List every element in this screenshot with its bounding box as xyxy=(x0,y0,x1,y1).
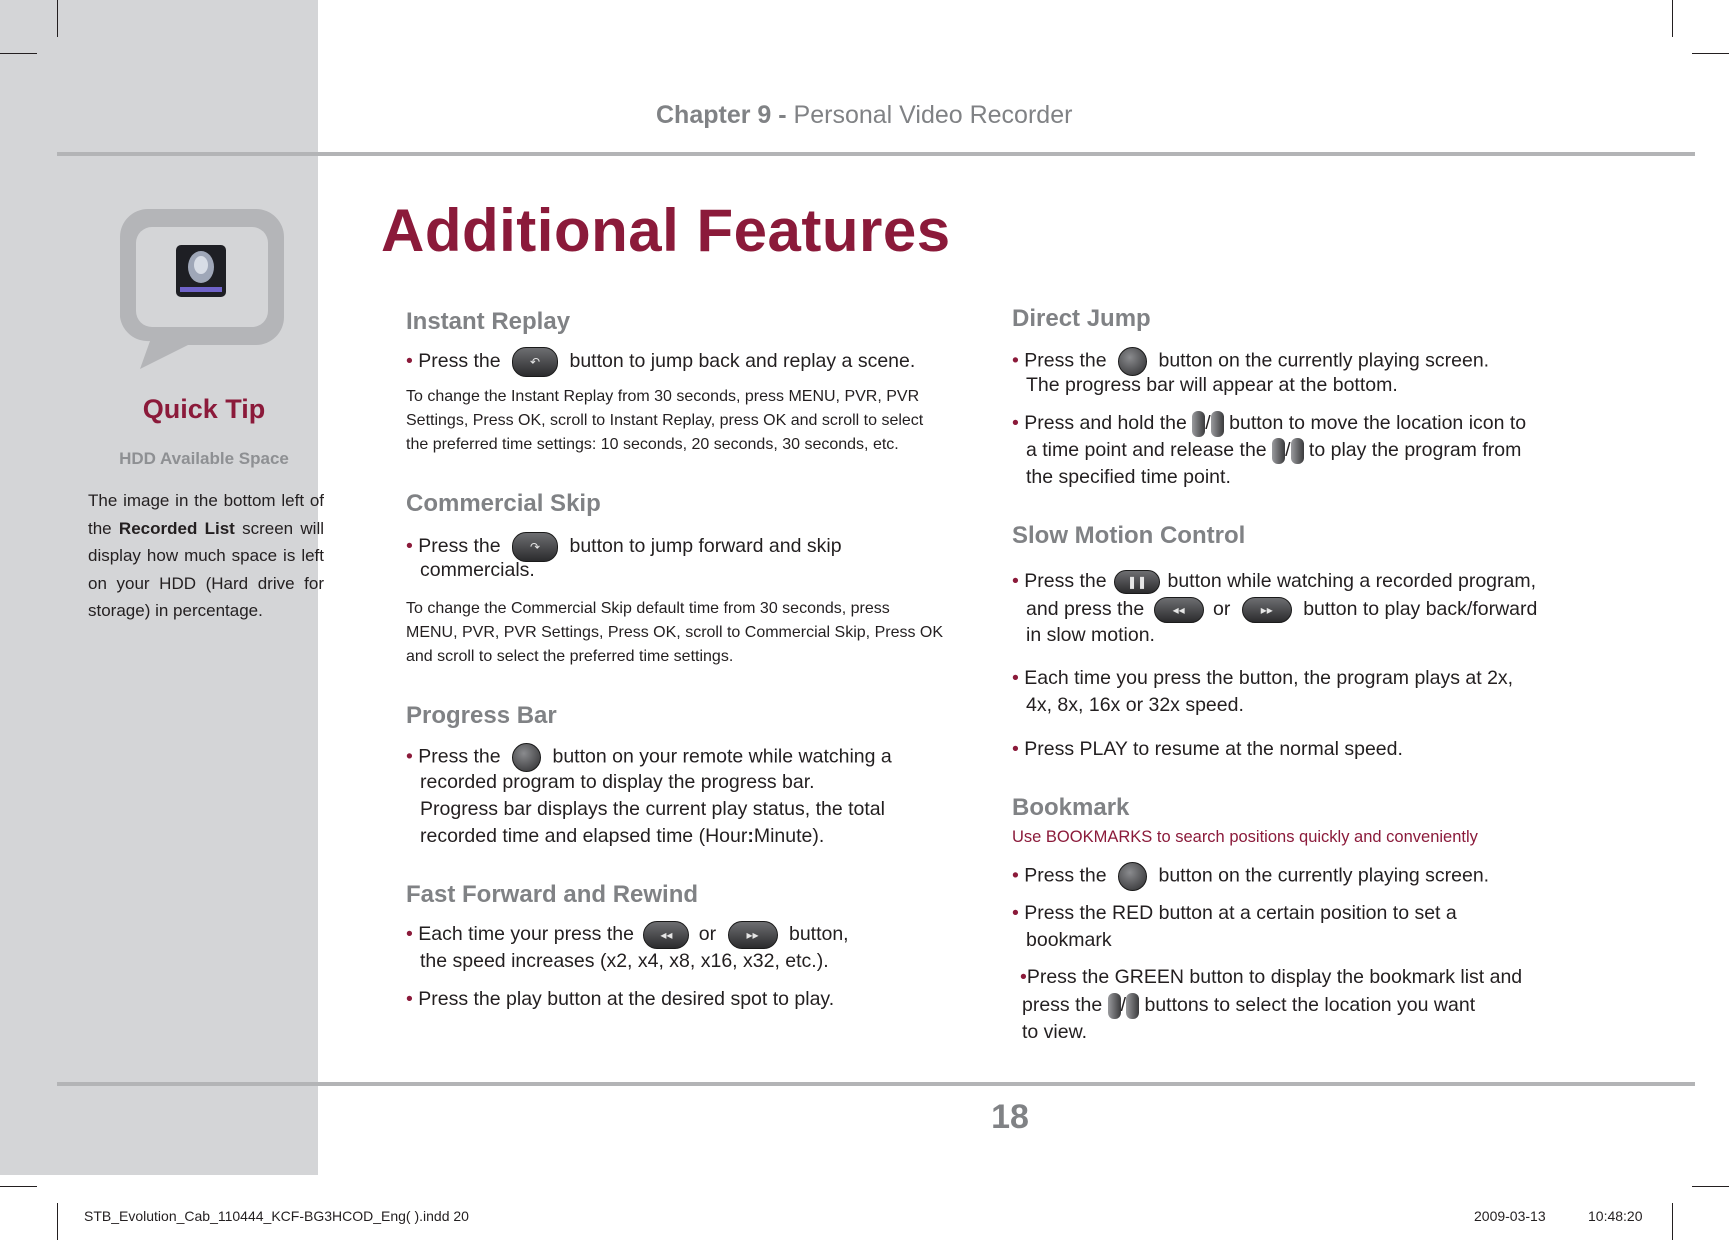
text: Press the xyxy=(418,350,501,373)
progress-bar-bullet xyxy=(406,743,892,772)
crop-mark xyxy=(1672,0,1673,37)
commercial-skip-line: commercials. xyxy=(420,559,535,581)
left-arrow-icon xyxy=(1192,411,1205,437)
text: : xyxy=(747,825,754,847)
text: Press and hold the xyxy=(1024,412,1187,435)
slow-motion-bullet xyxy=(1012,667,1513,690)
fast-forward-button-icon: ▸▸ xyxy=(1242,597,1292,623)
direct-jump-bullet xyxy=(1012,411,1526,437)
page-number: 18 xyxy=(991,1098,1029,1136)
right-arrow-icon xyxy=(1126,993,1139,1019)
quick-tip-title: Quick Tip xyxy=(142,394,266,424)
bullet: • xyxy=(1012,570,1019,593)
text: Minute). xyxy=(753,825,825,847)
text: button to jump back and replay a scene. xyxy=(569,350,916,373)
text: button to jump forward and skip xyxy=(569,535,842,558)
fast-forward-bullet xyxy=(406,921,849,949)
instant-replay-note-line: Settings, Press OK, scroll to Instant Replay, press OK and scroll to select xyxy=(406,412,924,429)
direct-jump-bullet xyxy=(1012,347,1489,376)
direct-jump-line xyxy=(1026,438,1521,464)
crop-mark xyxy=(57,0,58,37)
text: button to move the location icon to xyxy=(1229,412,1527,435)
bullet: • xyxy=(406,350,413,373)
crop-mark xyxy=(57,1203,58,1240)
text: and press the xyxy=(1026,598,1145,621)
text: a time point and release the xyxy=(1026,439,1267,462)
fast-forward-bullet xyxy=(406,988,834,1011)
bullet: • xyxy=(406,988,413,1010)
fast-forward-line: the speed increases (x2, x4, x8, x16, x32, etc.). xyxy=(420,950,829,972)
text: Press the xyxy=(1024,570,1107,593)
bookmark-line: bookmark xyxy=(1026,929,1112,951)
info-button-icon xyxy=(512,743,541,772)
text: Press the xyxy=(1024,864,1107,887)
left-arrow-icon xyxy=(1108,993,1121,1019)
bookmark-bullet xyxy=(1012,902,1457,925)
section-heading-bookmark: Bookmark xyxy=(1012,794,1130,821)
text: or xyxy=(698,923,717,946)
crop-mark xyxy=(0,1186,37,1187)
bookmark-bullet xyxy=(1012,862,1489,891)
instant-replay-bullet xyxy=(406,347,915,377)
bookmark-line: to view. xyxy=(1022,1021,1088,1043)
direct-jump-line: the specified time point. xyxy=(1026,466,1231,488)
text: / xyxy=(1205,412,1211,435)
direct-jump-line: The progress bar will appear at the bottom. xyxy=(1026,374,1398,396)
commercial-skip-note-line: MENU, PVR, PVR Settings, Press OK, scroll to Commercial Skip, Press OK xyxy=(406,624,944,641)
crop-mark xyxy=(1672,1203,1673,1240)
bookmark-bullet xyxy=(1020,966,1522,989)
slow-motion-line: in slow motion. xyxy=(1026,624,1155,646)
text: recorded time and elapsed time (Hour xyxy=(420,825,748,847)
print-slug-date: 2009-03-13 xyxy=(1474,1208,1546,1224)
crop-mark xyxy=(0,53,37,54)
bullet: • xyxy=(1020,966,1027,988)
text: Press PLAY to resume at the normal speed. xyxy=(1024,738,1403,760)
bookmark-line xyxy=(1022,993,1475,1019)
text: button while watching a recorded program, xyxy=(1167,570,1537,593)
text: button on your remote while watching a xyxy=(552,745,892,768)
fast-forward-button-icon: ▸▸ xyxy=(728,921,778,949)
page-title: Additional Features xyxy=(381,197,951,264)
right-arrow-icon xyxy=(1211,411,1224,437)
quick-tip-text: The image in the bottom left of the xyxy=(88,491,324,538)
text: Press the xyxy=(418,535,501,558)
bookmark-subheading: Use BOOKMARKS to search positions quickly and conveniently xyxy=(1012,828,1478,846)
commercial-skip-note-line: and scroll to select the preferred time settings. xyxy=(406,648,734,665)
text: Each time you press the button, the program plays at 2x, xyxy=(1024,667,1514,689)
progress-bar-line: recorded program to display the progress bar. xyxy=(420,771,815,793)
quick-tip-bold-text: Recorded List xyxy=(118,518,235,538)
commercial-skip-bullet xyxy=(406,532,842,562)
crop-mark xyxy=(1692,53,1729,54)
text: / xyxy=(1120,994,1127,1017)
text: Press the RED button at a certain position to set a xyxy=(1024,902,1457,924)
section-heading-instant-replay: Instant Replay xyxy=(406,308,571,335)
rewind-button-icon: ◂◂ xyxy=(1154,597,1204,623)
text: Press the xyxy=(418,745,501,768)
pause-button-icon: ❚❚ xyxy=(1114,570,1160,594)
print-slug-time: 10:48:20 xyxy=(1588,1208,1643,1224)
left-arrow-icon xyxy=(1272,438,1285,464)
chapter-label: Chapter 9 - xyxy=(656,101,787,129)
progress-bar-line: Progress bar displays the current play status, the total xyxy=(420,798,885,820)
skip-button-icon: ↷ xyxy=(512,532,558,562)
text: button on the currently playing screen. xyxy=(1158,349,1490,372)
bullet: • xyxy=(1012,349,1019,372)
slow-motion-bullet xyxy=(1012,570,1536,594)
slow-motion-line xyxy=(1026,597,1537,623)
text: to play the program from xyxy=(1308,439,1522,462)
rewind-button-icon: ◂◂ xyxy=(643,921,689,949)
bullet: • xyxy=(1012,738,1019,760)
header-rule xyxy=(57,152,1695,156)
section-heading-slow-motion: Slow Motion Control xyxy=(1012,522,1246,549)
quick-tip-body xyxy=(88,487,324,625)
chapter-title: Personal Video Recorder xyxy=(793,101,1073,129)
info-button-icon xyxy=(1118,862,1147,891)
crop-mark xyxy=(1692,1186,1729,1187)
progress-bar-line xyxy=(420,825,824,848)
replay-button-icon: ↶ xyxy=(512,347,558,377)
slow-motion-line: 4x, 8x, 16x or 32x speed. xyxy=(1026,694,1244,716)
bullet: • xyxy=(1012,667,1019,689)
bullet: • xyxy=(1012,864,1019,887)
text: button on the currently playing screen. xyxy=(1158,864,1490,887)
text: or xyxy=(1213,598,1231,621)
print-slug-filename: STB_Evolution_Cab_110444_KCF-BG3HCOD_Eng( ).indd 20 xyxy=(84,1208,469,1224)
footer-rule xyxy=(57,1082,1695,1086)
text: button, xyxy=(788,923,849,946)
bullet: • xyxy=(406,923,413,946)
commercial-skip-note-line: To change the Commercial Skip default time from 30 seconds, press xyxy=(406,600,890,617)
text: Press the xyxy=(1024,349,1107,372)
bullet: • xyxy=(1012,902,1019,924)
quick-tip-text: screen will display how much space is left on your HDD (Hard drive for storage) in percentage. xyxy=(88,518,325,620)
text: press the xyxy=(1022,994,1103,1017)
slow-motion-bullet xyxy=(1012,738,1403,761)
info-button-icon xyxy=(1118,347,1147,376)
text: / xyxy=(1285,439,1291,462)
section-heading-commercial-skip: Commercial Skip xyxy=(406,490,601,517)
bullet: • xyxy=(1012,412,1019,435)
text: Each time your press the xyxy=(418,923,634,946)
bullet: • xyxy=(406,745,413,768)
instant-replay-note-line: the preferred time settings: 10 seconds, 20 seconds, 30 seconds, etc. xyxy=(406,436,899,453)
section-heading-direct-jump: Direct Jump xyxy=(1012,305,1151,332)
text: button to play back/forward xyxy=(1303,598,1538,621)
text: Press the GREEN button to display the bookmark list and xyxy=(1026,966,1523,988)
bullet: • xyxy=(406,535,413,558)
chapter-header xyxy=(656,101,1072,130)
instant-replay-note-line: To change the Instant Replay from 30 seconds, press MENU, PVR, PVR xyxy=(406,388,920,405)
section-heading-progress-bar: Progress Bar xyxy=(406,702,557,729)
text: Press the play button at the desired spot to play. xyxy=(418,988,835,1010)
text: buttons to select the location you want xyxy=(1144,994,1476,1017)
quick-tip-subtitle: HDD Available Space xyxy=(119,449,289,468)
right-arrow-icon xyxy=(1291,438,1304,464)
hdd-speech-bubble-icon xyxy=(118,207,286,369)
section-heading-fast-forward: Fast Forward and Rewind xyxy=(406,881,699,908)
